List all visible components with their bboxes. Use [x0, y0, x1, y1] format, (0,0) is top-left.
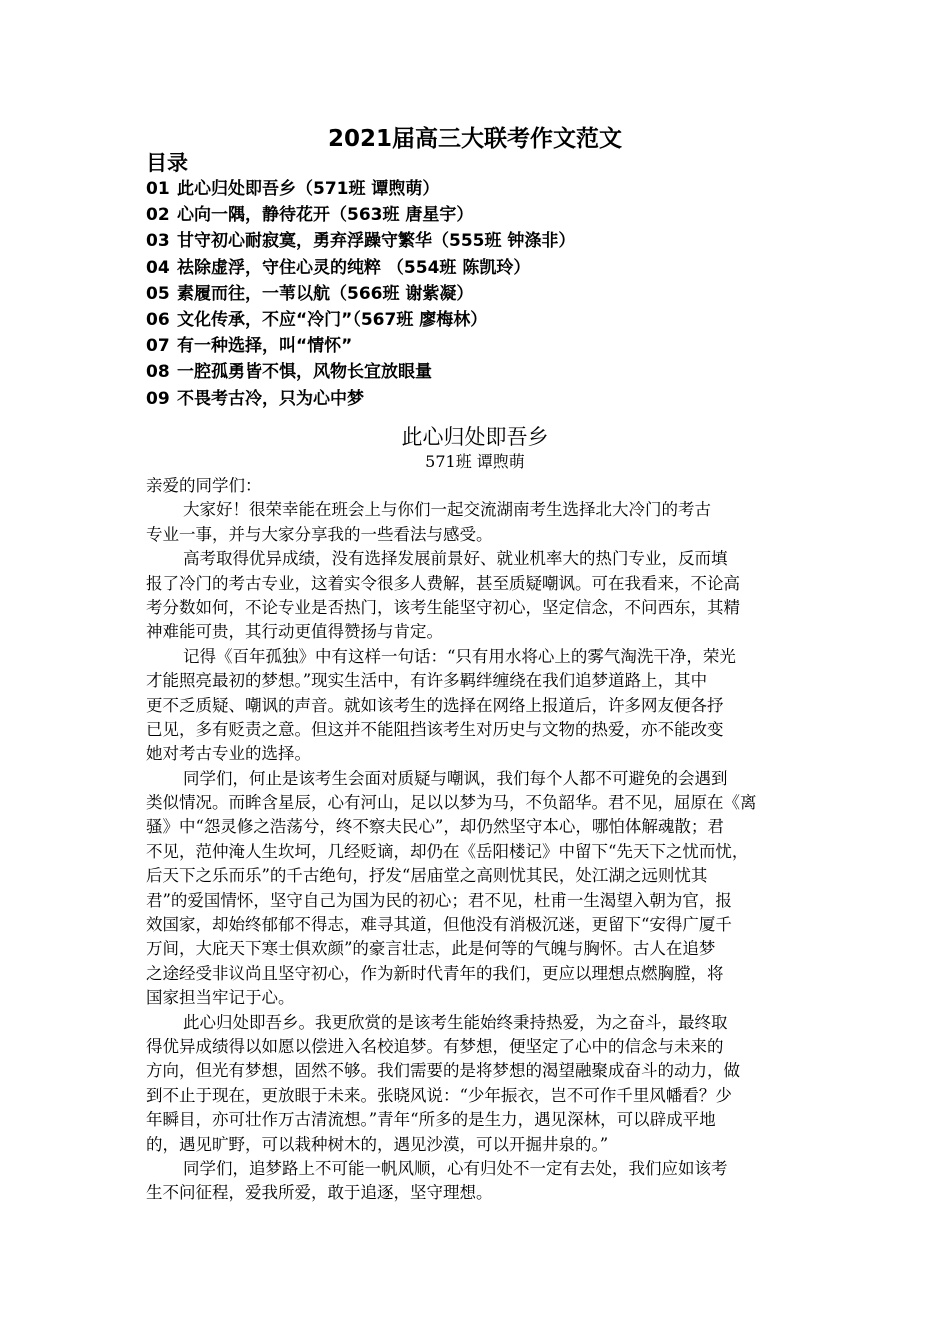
essay-paragraph: [146, 767, 812, 1011]
toc-item: [146, 281, 575, 307]
paragraph-line: 同学们，追梦路上不可能一帆风顺，心有归处不一定有去处，我们应如该考: [183, 1158, 728, 1178]
paragraph-line: 更不乏质疑、嘲讽的声音。就如该考生的选择在网络上报道后，许多网友便各抒: [146, 695, 724, 715]
paragraph-line: 同学们，何止是该考生会面对质疑与嘲讽，我们每个人都不可避免的会遇到: [183, 768, 728, 788]
toc-item-number: 04: [146, 257, 170, 278]
essay-paragraph: [146, 498, 812, 547]
toc-item-text: 心向一隅，静待花开（563班 唐星宇）: [177, 205, 474, 226]
toc-item: [146, 386, 575, 412]
toc-item-number: 09: [146, 388, 170, 409]
paragraph-line: 后天下之乐而乐”的千古绝句，抒发“居庙堂之高则忧其民，处江湖之远则忧其: [146, 866, 708, 886]
paragraph-line: 效国家，却始终郁郁不得志，难寻其道，但他没有消极沉迷，更留下“安得广厦千: [146, 915, 732, 935]
toc-item-number: 02: [146, 205, 170, 226]
table-of-contents: [146, 176, 575, 412]
paragraph-line: 方向，但光有梦想，固然不够。我们需要的是将梦想的渴望融聚成奋斗的动力，做: [146, 1061, 740, 1081]
toc-item: [146, 359, 575, 385]
paragraph-line: 生不问征程，爱我所爱，敢于追逐，坚守理想。: [146, 1183, 493, 1203]
paragraph-line: 报了冷门的考古专业，这着实令很多人费解，甚至质疑嘲讽。可在我看来，不论高: [146, 573, 740, 593]
toc-item: [146, 228, 575, 254]
paragraph-line: 记得《百年孤独》中有这样一句话：“只有用水将心上的雾气淘洗干净，荣光: [183, 646, 736, 666]
paragraph-line: 已见，多有贬责之意。但这并不能阻挡该考生对历史与文物的热爱，亦不能改变: [146, 719, 724, 739]
toc-item: [146, 333, 575, 359]
toc-item-text: 素履而往，一苇以航（566班 谢紫凝）: [177, 283, 474, 304]
toc-item-number: 08: [146, 362, 170, 383]
paragraph-line: 她对考古专业的选择。: [146, 744, 311, 764]
paragraph-line: 之途经受非议尚且坚守初心，作为新时代青年的我们，更应以理想点燃胸膛，将: [146, 963, 724, 983]
toc-item-number: 07: [146, 336, 170, 357]
toc-item: [146, 307, 575, 333]
essay-author: 571班 谭煦萌: [425, 452, 525, 471]
toc-heading: 目录: [146, 151, 188, 175]
paragraph-line: 专业一事，并与大家分享我的一些看法与感受。: [146, 524, 493, 544]
paragraph-line: 考分数如何，不论专业是否热门，该考生能坚守初心，坚定信念，不问西东，其精: [146, 597, 740, 617]
paragraph-line: 万间，大庇天下寒士俱欢颜”的豪言壮志，此是何等的气魄与胸怀。古人在追梦: [146, 939, 716, 959]
paragraph-line: 此心归处即吾乡。我更欣赏的是该考生能始终秉持热爱，为之奋斗，最终取: [183, 1012, 728, 1032]
paragraph-line: 到不止于现在，更放眼于未来。张晓风说：“少年振衣，岂不可作千里风幡看？少: [146, 1085, 732, 1105]
toc-item-number: 06: [146, 309, 170, 330]
paragraph-line: 国家担当牢记于心。: [146, 988, 295, 1008]
paragraph-line: 君”的爱国情怀，坚守自己为国为民的初心；君不见，杜甫一生渴望入朝为官，报: [146, 890, 732, 910]
toc-item-text: 不畏考古冷，只为心中梦: [177, 388, 364, 409]
toc-item-text: 祛除虚浮，守住心灵的纯粹 （554班 陈凯玲）: [177, 257, 531, 278]
toc-item: [146, 176, 575, 202]
salutation: 亲爱的同学们：: [146, 476, 262, 495]
paragraph-line: 的，遇见旷野，可以栽种树木的，遇见沙漠，可以开掘井泉的。”: [146, 1134, 609, 1154]
toc-item-number: 01: [146, 179, 170, 199]
document-title: 2021届高三大联考作文范文: [327, 126, 622, 152]
toc-item: [146, 202, 575, 228]
toc-item-text: 有一种选择，叫“情怀”: [177, 336, 353, 357]
essay-paragraph: [146, 1011, 812, 1157]
toc-item-text: 一腔孤勇皆不惧，风物长宜放眼量: [177, 362, 432, 383]
paragraph-line: 高考取得优异成绩，没有选择发展前景好、就业机率大的热门专业，反而填: [183, 549, 728, 569]
toc-item-number: 03: [146, 231, 170, 252]
paragraph-line: 不见，范仲淹人生坎坷，几经贬谪，却仍在《岳阳楼记》中留下“先天下之忧而忧，: [146, 841, 749, 861]
paragraph-line: 年瞬目，亦可壮作万古清流想。”青年“所多的是生力，遇见深林，可以辟成平地: [146, 1110, 716, 1130]
essay-paragraph: [146, 547, 812, 645]
paragraph-line: 类似情况。而眸含星辰，心有河山，足以以梦为马，不负韶华。君不见，屈原在《离: [146, 793, 757, 813]
essay-title: 此心归处即吾乡: [401, 425, 549, 449]
essay-body: [146, 474, 812, 1206]
paragraph-line: 大家好！很荣幸能在班会上与你们一起交流湖南考生选择北大冷门的考古: [183, 500, 711, 520]
toc-item-text: 文化传承，不应“冷门”（567班 廖梅林）: [177, 309, 488, 330]
paragraph-line: 神难能可贵，其行动更值得赞扬与肯定。: [146, 622, 443, 642]
toc-item-text: 此心归处即吾乡（571班 谭煦萌）: [177, 179, 440, 199]
paragraph-line: 得优异成绩得以如愿以偿进入名校追梦。有梦想，便坚定了心中的信念与未来的: [146, 1037, 724, 1056]
paragraph-line: 才能照亮最初的梦想。”现实生活中，有许多羁绊缠绕在我们追梦道路上，其中: [146, 671, 708, 691]
toc-item-number: 05: [146, 283, 170, 304]
paragraph-line: 骚》中“怨灵修之浩荡兮，终不察夫民心”，却仍然坚守本心，哪怕体解魂散；君: [146, 817, 724, 837]
toc-item: [146, 255, 575, 281]
toc-item-text: 甘守初心耐寂寞，勇弃浮躁守繁华（555班 钟涤非）: [177, 231, 576, 252]
essay-paragraph: [146, 645, 812, 767]
essay-paragraph: [146, 1157, 812, 1206]
